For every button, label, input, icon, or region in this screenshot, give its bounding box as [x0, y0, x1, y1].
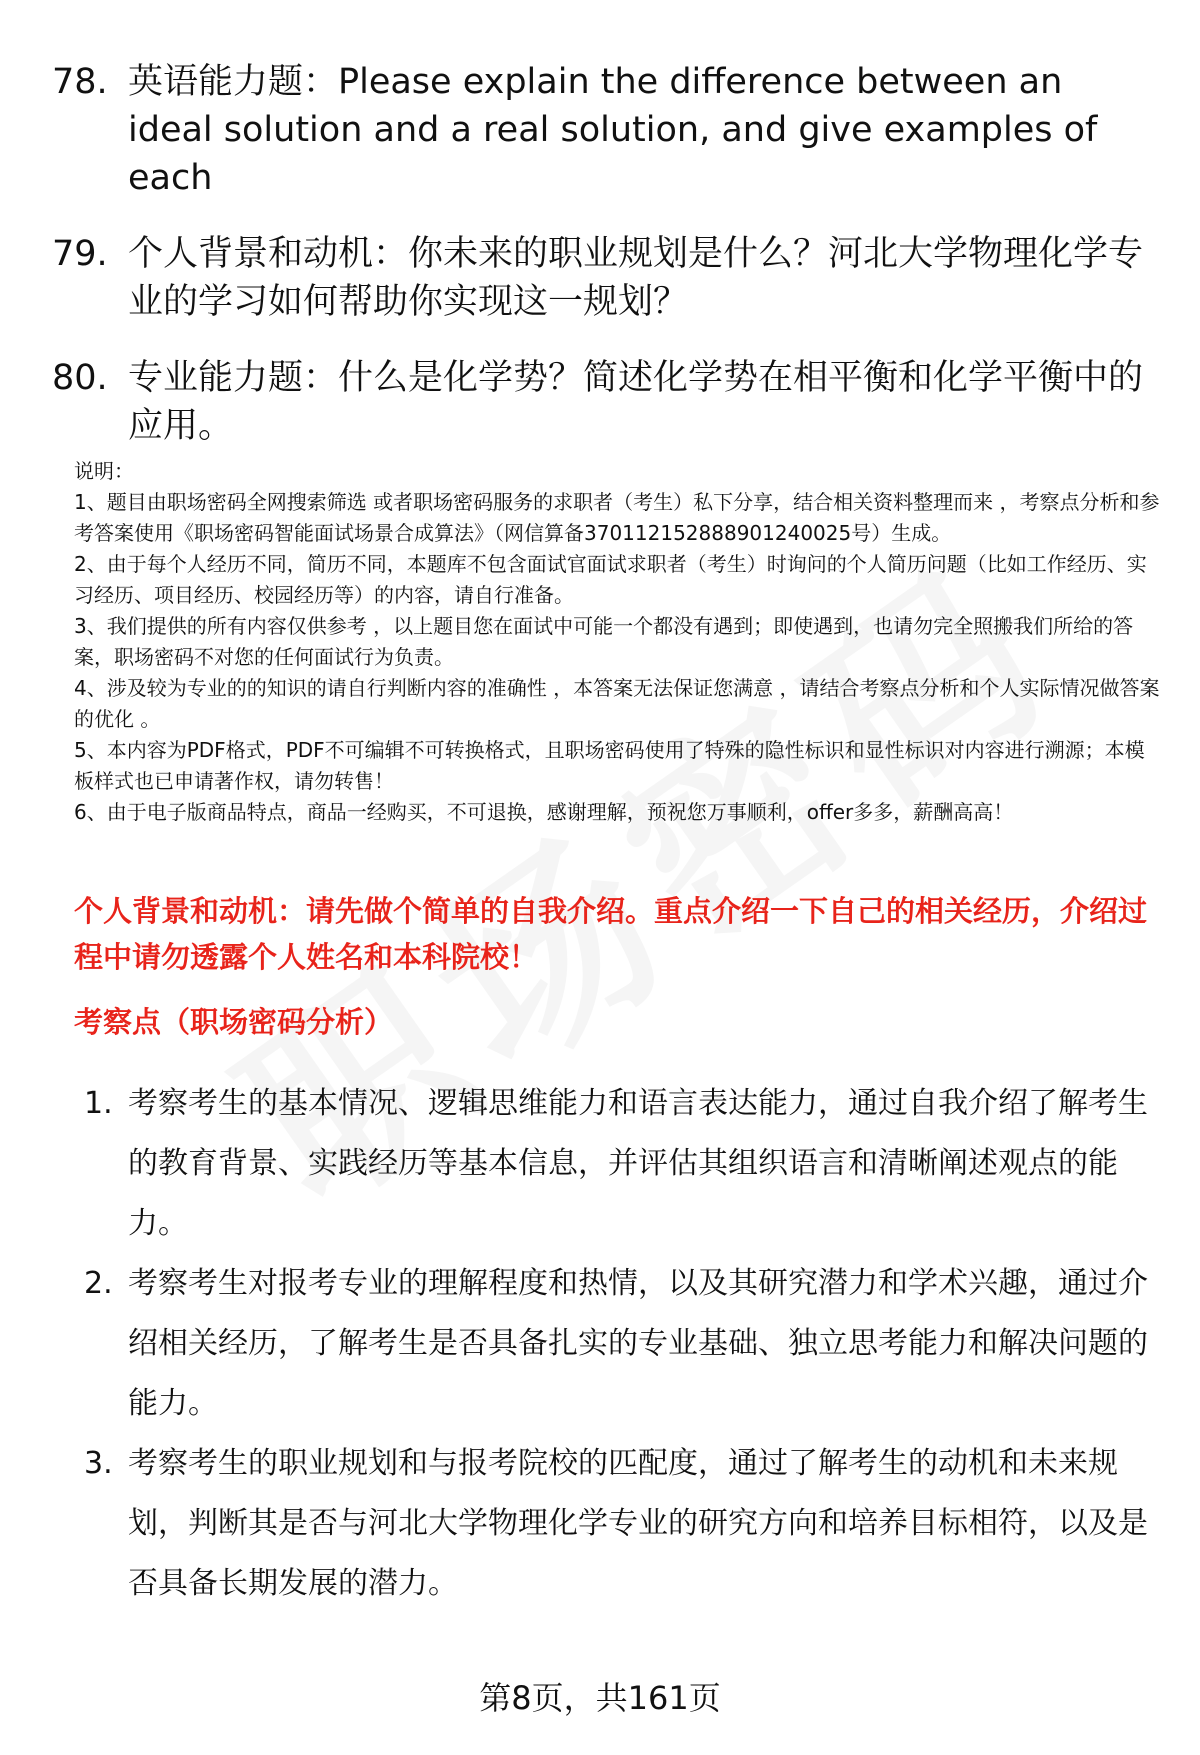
question-text: 英语能力题：Please explain the difference between an ideal solution and a real solution, and give examples of each: [128, 62, 1098, 198]
analysis-points: [84, 1074, 1154, 1614]
point-number: 2.: [84, 1266, 113, 1301]
note-item: 1、题目由职场密码全网搜索筛选 或者职场密码服务的求职者（考生）私下分享，结合相关资料整理而来 ，考察点分析和参考答案使用《职场密码智能面试场景合成算法》（网信算备370112152888901240025号）生成。: [74, 490, 1160, 545]
analysis-point: [84, 1254, 1154, 1434]
page-footer: 第8页，共161页: [479, 1679, 721, 1717]
question-number: 79.: [52, 234, 108, 274]
question-item: [52, 58, 1152, 202]
question-item: [52, 230, 1152, 326]
note-item: 4、涉及较为专业的的知识的请自行判断内容的准确性 ，本答案无法保证您满意 ，请结合考察点分析和个人实际情况做答案的优化 。: [74, 676, 1160, 731]
notes-section: [74, 456, 1164, 828]
note-item: 3、我们提供的所有内容仅供参考 ，以上题目您在面试中可能一个都没有遇到；即使遇到，也请勿完全照搬我们所给的答案，职场密码不对您的任何面试行为负责。: [74, 614, 1134, 669]
point-text: 考察考生的职业规划和与报考院校的匹配度，通过了解考生的动机和未来规划，判断其是否与河北大学物理化学专业的研究方向和培养目标相符，以及是否具备长期发展的潜力。: [128, 1446, 1148, 1601]
question-text: 专业能力题：什么是化学势？简述化学势在相平衡和化学平衡中的应用。: [128, 358, 1144, 446]
question-number: 78.: [52, 62, 108, 102]
point-number: 1.: [84, 1086, 113, 1121]
question-list: [52, 58, 1152, 478]
notes-title: 说明：: [74, 459, 134, 483]
question-text: 个人背景和动机：你未来的职业规划是什么？河北大学物理化学专业的学习如何帮助你实现这一规划？: [128, 234, 1144, 322]
point-number: 3.: [84, 1446, 113, 1481]
featured-question: 个人背景和动机：请先做个简单的自我介绍。重点介绍一下自己的相关经历，介绍过程中请勿透露个人姓名和本科院校！: [74, 894, 1148, 974]
question-item: [52, 354, 1152, 450]
analysis-point: [84, 1434, 1154, 1614]
point-text: 考察考生对报考专业的理解程度和热情，以及其研究潜力和学术兴趣，通过介绍相关经历，了解考生是否具备扎实的专业基础、独立思考能力和解决问题的能力。: [128, 1266, 1148, 1421]
note-item: 2、由于每个人经历不同，简历不同，本题库不包含面试官面试求职者（考生）时询问的个人简历问题（比如工作经历、实习经历、项目经历、校园经历等）的内容，请自行准备。: [74, 552, 1147, 607]
analysis-heading: 考察点（职场密码分析）: [74, 1005, 394, 1039]
note-item: 5、本内容为PDF格式，PDF不可编辑不可转换格式，且职场密码使用了特殊的隐性标识和显性标识对内容进行溯源；本模板样式也已申请著作权，请勿转售！: [74, 738, 1145, 793]
question-number: 80.: [52, 358, 108, 398]
note-item: 6、由于电子版商品特点，商品一经购买，不可退换，感谢理解，预祝您万事顺利，offer多多，薪酬高高！: [74, 800, 1014, 824]
analysis-point: [84, 1074, 1154, 1254]
point-text: 考察考生的基本情况、逻辑思维能力和语言表达能力，通过自我介绍了解考生的教育背景、实践经历等基本信息，并评估其组织语言和清晰阐述观点的能力。: [128, 1086, 1148, 1241]
